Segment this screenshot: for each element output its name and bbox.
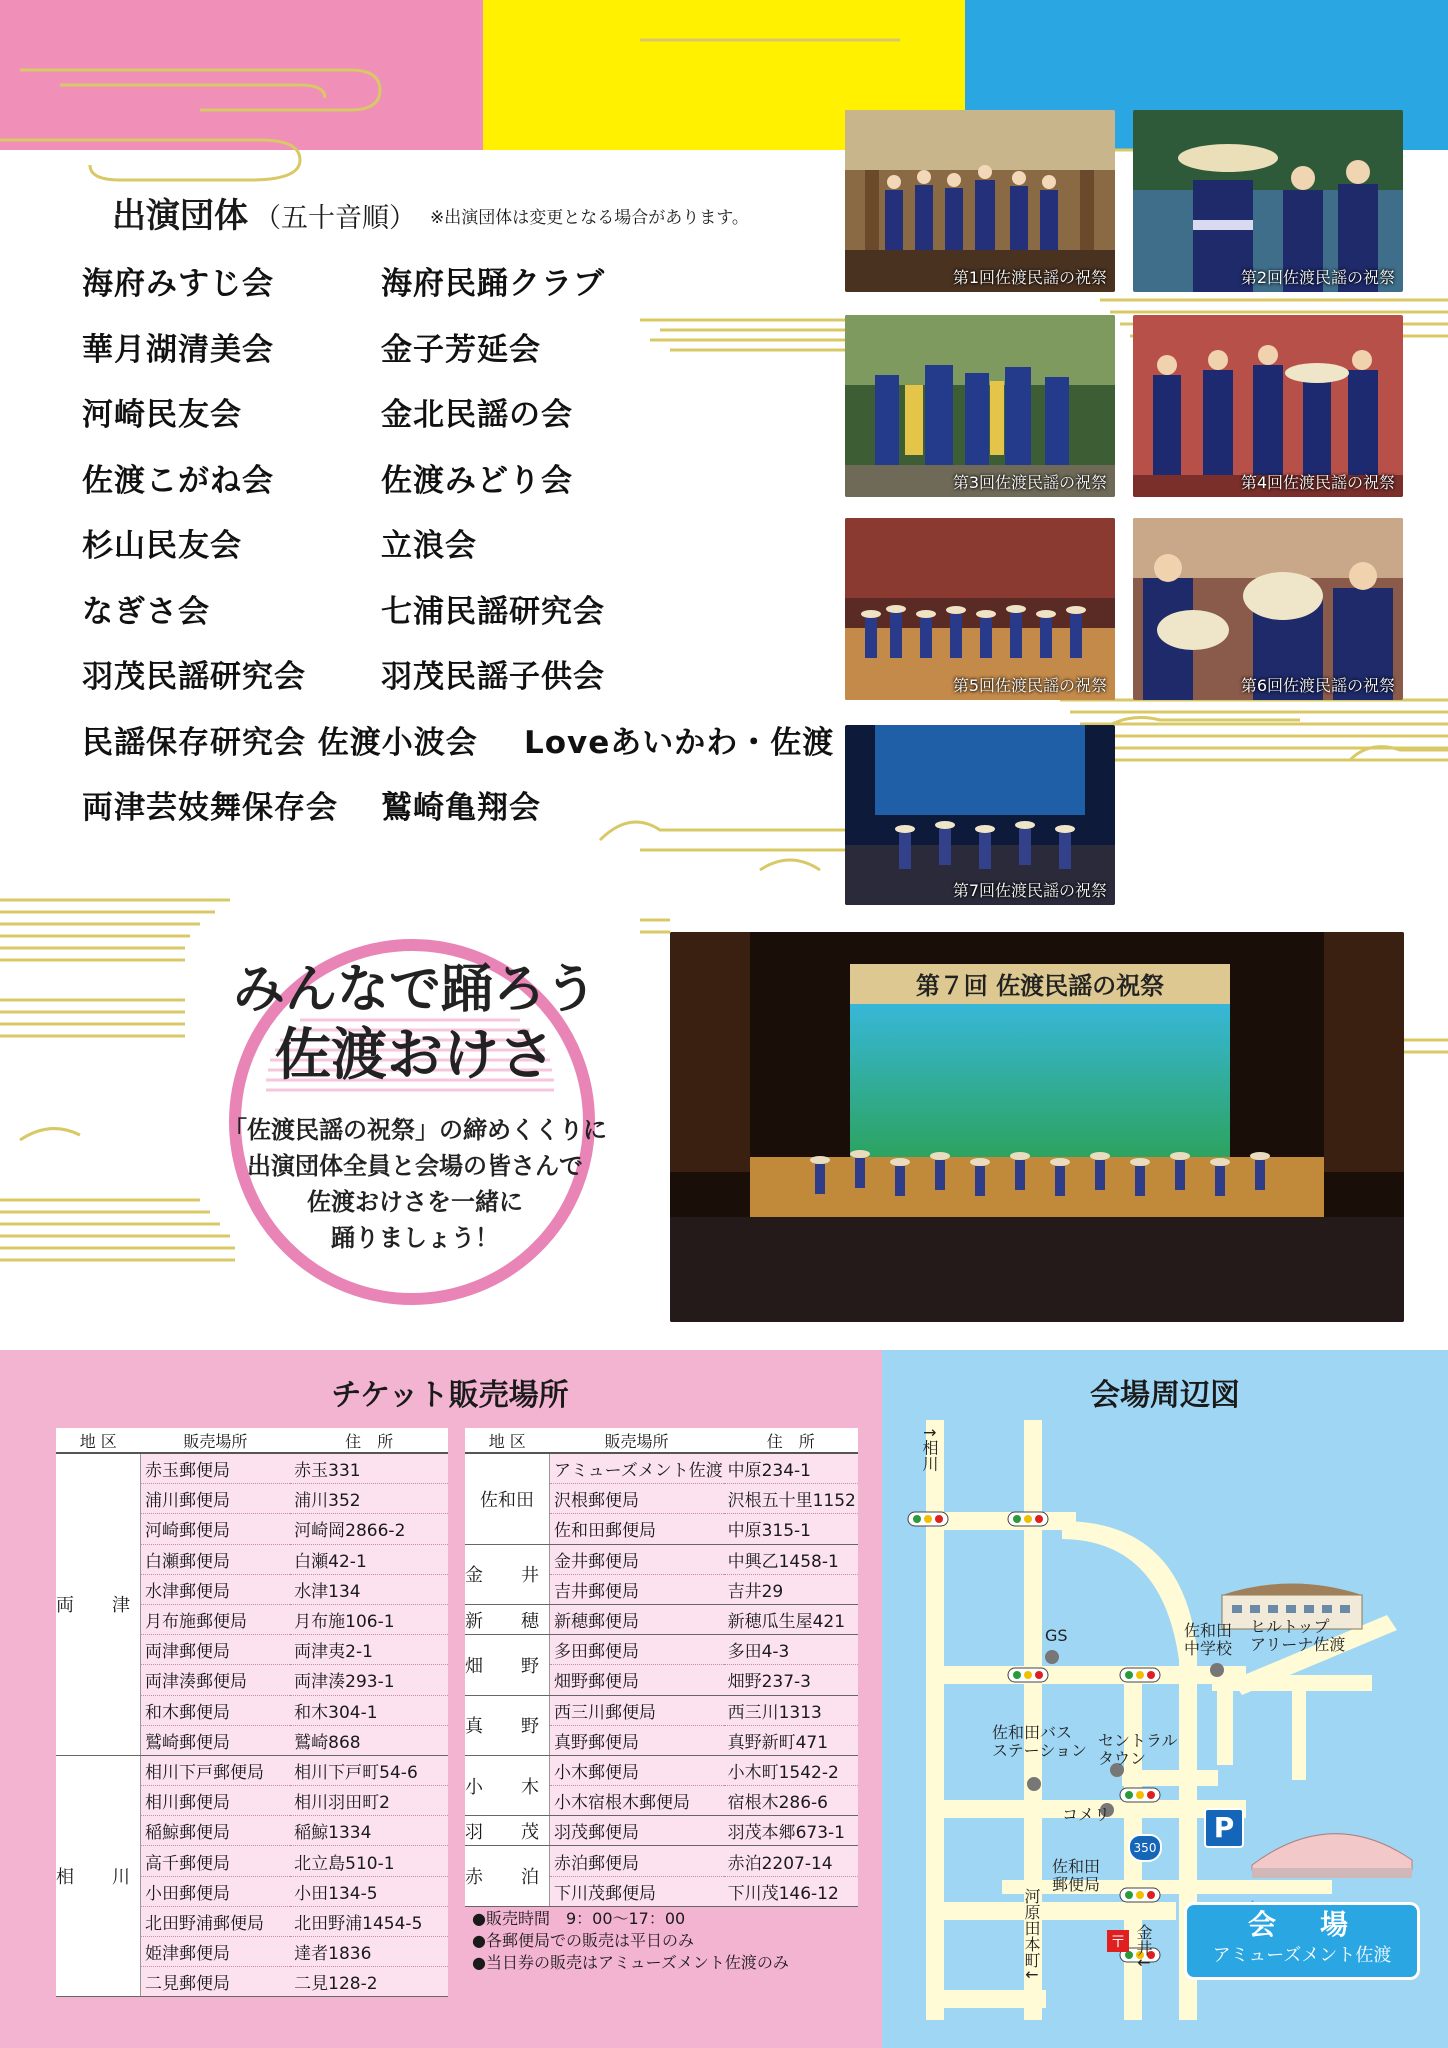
performers-note: ※出演団体は変更となる場合があります。 xyxy=(430,208,749,228)
photo-caption: 第4回佐渡民謡の祝祭 xyxy=(1240,473,1395,492)
map-label-komeri: コメリ xyxy=(1062,1805,1111,1824)
address-cell: 多田4-3 xyxy=(724,1635,858,1665)
performer-name: 海府民踊クラブ xyxy=(381,266,605,302)
performer-name: Loveあいかわ・佐渡 xyxy=(524,724,835,761)
header-address: 住 所 xyxy=(290,1428,448,1453)
address-cell: 羽茂本郷673-1 xyxy=(724,1816,858,1846)
map-label-aikawa: ↑相川 xyxy=(920,1426,939,1472)
place-cell: 両津湊郵便局 xyxy=(141,1665,291,1695)
map-label-central: セントラル タウン xyxy=(1098,1731,1178,1768)
place-cell: 吉井郵便局 xyxy=(550,1574,724,1604)
stage-banner: 第７回 佐渡民謡の祝祭 xyxy=(915,971,1165,1000)
map-label-kanai: 金井↓ xyxy=(1134,1924,1153,1970)
address-cell: 浦川352 xyxy=(290,1484,448,1514)
table-row xyxy=(465,1755,858,1785)
dance-line: 「佐渡民謡の祝祭」の締めくくりに xyxy=(223,1115,607,1144)
place-cell: 小木郵便局 xyxy=(550,1755,724,1785)
address-cell: 月布施106-1 xyxy=(290,1604,448,1634)
area-cell: 両 津 xyxy=(56,1453,141,1755)
place-cell: 北田野浦郵便局 xyxy=(141,1906,291,1936)
address-cell: 稲鯨1334 xyxy=(290,1816,448,1846)
area-cell: 赤 泊 xyxy=(465,1846,550,1906)
performer-name: 佐渡みどり会 xyxy=(381,462,573,499)
header-area: 地 区 xyxy=(56,1428,141,1453)
photo-caption: 第2回佐渡民謡の祝祭 xyxy=(1240,268,1395,287)
performers-order: （五十音順） xyxy=(254,203,416,234)
header-place: 販売場所 xyxy=(141,1428,291,1453)
festival-photo-3 xyxy=(845,315,1115,497)
place-cell: 水津郵便局 xyxy=(141,1574,291,1604)
address-cell: 吉井29 xyxy=(724,1574,858,1604)
table-row xyxy=(465,1816,858,1846)
address-cell: 新穂瓜生屋421 xyxy=(724,1604,858,1634)
photo-caption: 第5回佐渡民謡の祝祭 xyxy=(952,676,1107,695)
map-title: 会場周辺図 xyxy=(1090,1378,1240,1413)
place-cell: 西三川郵便局 xyxy=(550,1695,724,1725)
address-cell: 西三川1313 xyxy=(724,1695,858,1725)
place-cell: 稲鯨郵便局 xyxy=(141,1816,291,1846)
note-line: ●販売時間 9：00～17：00 xyxy=(472,1909,686,1928)
header-address: 住 所 xyxy=(724,1428,858,1453)
table-header-row xyxy=(56,1428,448,1453)
place-cell: 多田郵便局 xyxy=(550,1635,724,1665)
place-cell: 新穂郵便局 xyxy=(550,1604,724,1634)
performer-row xyxy=(82,389,842,455)
place-cell: 小木宿根木郵便局 xyxy=(550,1786,724,1816)
place-cell: 沢根郵便局 xyxy=(550,1484,724,1514)
performer-list xyxy=(82,258,842,848)
dance-description xyxy=(190,1112,640,1256)
venue-building-icon xyxy=(1252,1834,1412,1878)
table-row xyxy=(465,1695,858,1725)
performer-name: 羽茂民謡子供会 xyxy=(381,659,605,695)
map-label-gs: GS xyxy=(1045,1626,1068,1645)
address-cell: 下川茂146-12 xyxy=(724,1876,858,1906)
map-label-kawarada: 河原田本町↓ xyxy=(1022,1888,1041,1982)
performer-name: 海府みすじ会 xyxy=(82,266,274,302)
place-cell: 高千郵便局 xyxy=(141,1846,291,1876)
place-cell: 和木郵便局 xyxy=(141,1695,291,1725)
performer-name: 七浦民謡研究会 xyxy=(381,593,605,630)
place-cell: 浦川郵便局 xyxy=(141,1484,291,1514)
address-cell: 中興乙1458-1 xyxy=(724,1544,858,1574)
area-cell: 金 井 xyxy=(465,1544,550,1604)
performer-name: 杉山民友会 xyxy=(82,528,242,564)
performers-heading xyxy=(112,188,749,237)
post-office-icon xyxy=(1107,1930,1129,1952)
dance-line: 出演団体全員と会場の皆さんで xyxy=(247,1151,583,1180)
address-cell: 宿根木286-6 xyxy=(724,1786,858,1816)
performer-name: 羽茂民謡研究会 xyxy=(82,659,306,695)
area-cell: 真 野 xyxy=(465,1695,550,1755)
place-cell: 赤玉郵便局 xyxy=(141,1453,291,1484)
table-row xyxy=(465,1544,858,1574)
address-cell: 鷲崎868 xyxy=(290,1725,448,1755)
area-cell: 佐和田 xyxy=(465,1453,550,1544)
photo-caption: 第3回佐渡民謡の祝祭 xyxy=(952,473,1107,492)
festival-photo-2 xyxy=(1133,110,1403,292)
address-cell: 河崎岡2866-2 xyxy=(290,1514,448,1544)
area-cell: 小 木 xyxy=(465,1755,550,1815)
performer-name: 金子芳延会 xyxy=(381,331,541,368)
sales-notes xyxy=(472,1908,789,1974)
table-row xyxy=(56,1453,448,1484)
place-cell: 鷲崎郵便局 xyxy=(141,1725,291,1755)
address-cell: 相川下戸町54-6 xyxy=(290,1755,448,1785)
header-place: 販売場所 xyxy=(550,1428,724,1453)
area-cell: 新 穂 xyxy=(465,1604,550,1634)
place-cell: 畑野郵便局 xyxy=(550,1665,724,1695)
map-label-arena: ヒルトップ アリーナ佐渡 xyxy=(1250,1617,1346,1654)
place-cell: 小田郵便局 xyxy=(141,1876,291,1906)
performer-row xyxy=(82,455,842,521)
address-cell: 小田134-5 xyxy=(290,1876,448,1906)
performer-name: 民謡保存研究会 佐渡小波会 xyxy=(82,724,478,761)
dance-line: 踊りましょう！ xyxy=(331,1223,499,1252)
place-cell: 下川茂郵便局 xyxy=(550,1876,724,1906)
map-label-post: 佐和田 郵便局 xyxy=(1052,1857,1101,1894)
parking-icon: P xyxy=(1204,1808,1244,1848)
address-cell: 赤玉331 xyxy=(290,1453,448,1484)
performer-name: なぎさ会 xyxy=(82,593,210,630)
map-label-bus: 佐和田バス ステーション xyxy=(992,1723,1088,1760)
address-cell: 中原234-1 xyxy=(724,1453,858,1484)
performer-row xyxy=(82,258,842,324)
performer-name: 佐渡こがね会 xyxy=(82,462,274,499)
route-350-icon: 350 xyxy=(1128,1834,1162,1862)
festival-photo-4 xyxy=(1133,315,1403,497)
address-cell: 達者1836 xyxy=(290,1937,448,1967)
performer-row xyxy=(82,586,842,652)
area-cell: 畑 野 xyxy=(465,1635,550,1695)
note-line: ●当日券の販売はアミューズメント佐渡のみ xyxy=(472,1953,789,1972)
map-label-school: 佐和田 中学校 xyxy=(1184,1621,1233,1658)
table-row xyxy=(465,1846,858,1876)
ticket-table-right xyxy=(465,1428,858,1907)
address-cell: 北田野浦1454-5 xyxy=(290,1906,448,1936)
address-cell: 畑野237-3 xyxy=(724,1665,858,1695)
address-cell: 真野新町471 xyxy=(724,1725,858,1755)
dance-title-line1: みんなで踊ろう xyxy=(232,959,597,1020)
place-cell: アミューズメント佐渡 xyxy=(550,1453,724,1484)
place-cell: 姫津郵便局 xyxy=(141,1937,291,1967)
performer-row xyxy=(82,324,842,390)
place-cell: 佐和田郵便局 xyxy=(550,1514,724,1544)
festival-photo-7 xyxy=(845,725,1115,905)
table-header-row xyxy=(465,1428,858,1453)
festival-photo-6 xyxy=(1133,518,1403,700)
stage-photo xyxy=(670,932,1404,1322)
place-cell: 相川郵便局 xyxy=(141,1786,291,1816)
performer-name: 両津芸妓舞保存会 xyxy=(82,790,338,826)
address-cell: 両津夷2-1 xyxy=(290,1635,448,1665)
place-cell: 羽茂郵便局 xyxy=(550,1816,724,1846)
top-band-pink xyxy=(0,0,483,150)
place-cell: 相川下戸郵便局 xyxy=(141,1755,291,1785)
address-cell: 和木304-1 xyxy=(290,1695,448,1725)
address-cell: 沢根五十里1152 xyxy=(724,1484,858,1514)
place-cell: 二見郵便局 xyxy=(141,1967,291,1997)
performer-name: 鷲崎亀翔会 xyxy=(381,790,541,826)
festival-photo-1 xyxy=(845,110,1115,292)
svg-text:〒: 〒 xyxy=(1109,1932,1127,1951)
area-cell: 羽 茂 xyxy=(465,1816,550,1846)
dance-title xyxy=(190,958,640,1088)
performer-name: 立浪会 xyxy=(381,528,477,564)
place-cell: 両津郵便局 xyxy=(141,1635,291,1665)
table-row xyxy=(465,1453,858,1484)
table-row xyxy=(465,1604,858,1634)
dance-title-line2: 佐渡おけさ xyxy=(275,1022,555,1088)
performer-row xyxy=(82,520,842,586)
table-row xyxy=(465,1635,858,1665)
ticket-title: チケット販売場所 xyxy=(331,1378,569,1413)
place-cell: 赤泊郵便局 xyxy=(550,1846,724,1876)
header-area: 地 区 xyxy=(465,1428,550,1453)
performers-title: 出演団体 xyxy=(112,196,248,236)
place-cell: 金井郵便局 xyxy=(550,1544,724,1574)
address-cell: 白瀬42-1 xyxy=(290,1544,448,1574)
place-cell: 河崎郵便局 xyxy=(141,1514,291,1544)
photo-caption: 第1回佐渡民謡の祝祭 xyxy=(952,268,1107,287)
festival-photo-5 xyxy=(845,518,1115,700)
dance-line: 佐渡おけさを一緒に xyxy=(307,1187,523,1216)
performer-name: 河崎民友会 xyxy=(82,397,242,433)
venue-callout xyxy=(1184,1902,1420,1980)
address-cell: 水津134 xyxy=(290,1574,448,1604)
ticket-table-left xyxy=(56,1428,448,1997)
performer-name: 華月湖清美会 xyxy=(82,331,274,368)
performer-row xyxy=(82,651,842,717)
photo-caption: 第6回佐渡民謡の祝祭 xyxy=(1240,676,1395,695)
address-cell: 二見128-2 xyxy=(290,1967,448,1997)
place-cell: 白瀬郵便局 xyxy=(141,1544,291,1574)
address-cell: 相川羽田町2 xyxy=(290,1786,448,1816)
place-cell: 月布施郵便局 xyxy=(141,1604,291,1634)
table-row xyxy=(56,1755,448,1785)
address-cell: 中原315-1 xyxy=(724,1514,858,1544)
address-cell: 北立島510-1 xyxy=(290,1846,448,1876)
address-cell: 両津湊293-1 xyxy=(290,1665,448,1695)
venue-title: 会 場 xyxy=(1247,1908,1356,1941)
performer-row xyxy=(82,717,842,783)
place-cell: 真野郵便局 xyxy=(550,1725,724,1755)
area-cell: 相 川 xyxy=(56,1755,141,1997)
note-line: ●各郵便局での販売は平日のみ xyxy=(472,1931,694,1950)
photo-caption: 第7回佐渡民謡の祝祭 xyxy=(952,881,1107,900)
address-cell: 赤泊2207-14 xyxy=(724,1846,858,1876)
venue-name: アミューズメント佐渡 xyxy=(1212,1945,1392,1966)
performer-name: 金北民謡の会 xyxy=(381,397,573,433)
address-cell: 小木町1542-2 xyxy=(724,1755,858,1785)
performer-row xyxy=(82,782,842,848)
